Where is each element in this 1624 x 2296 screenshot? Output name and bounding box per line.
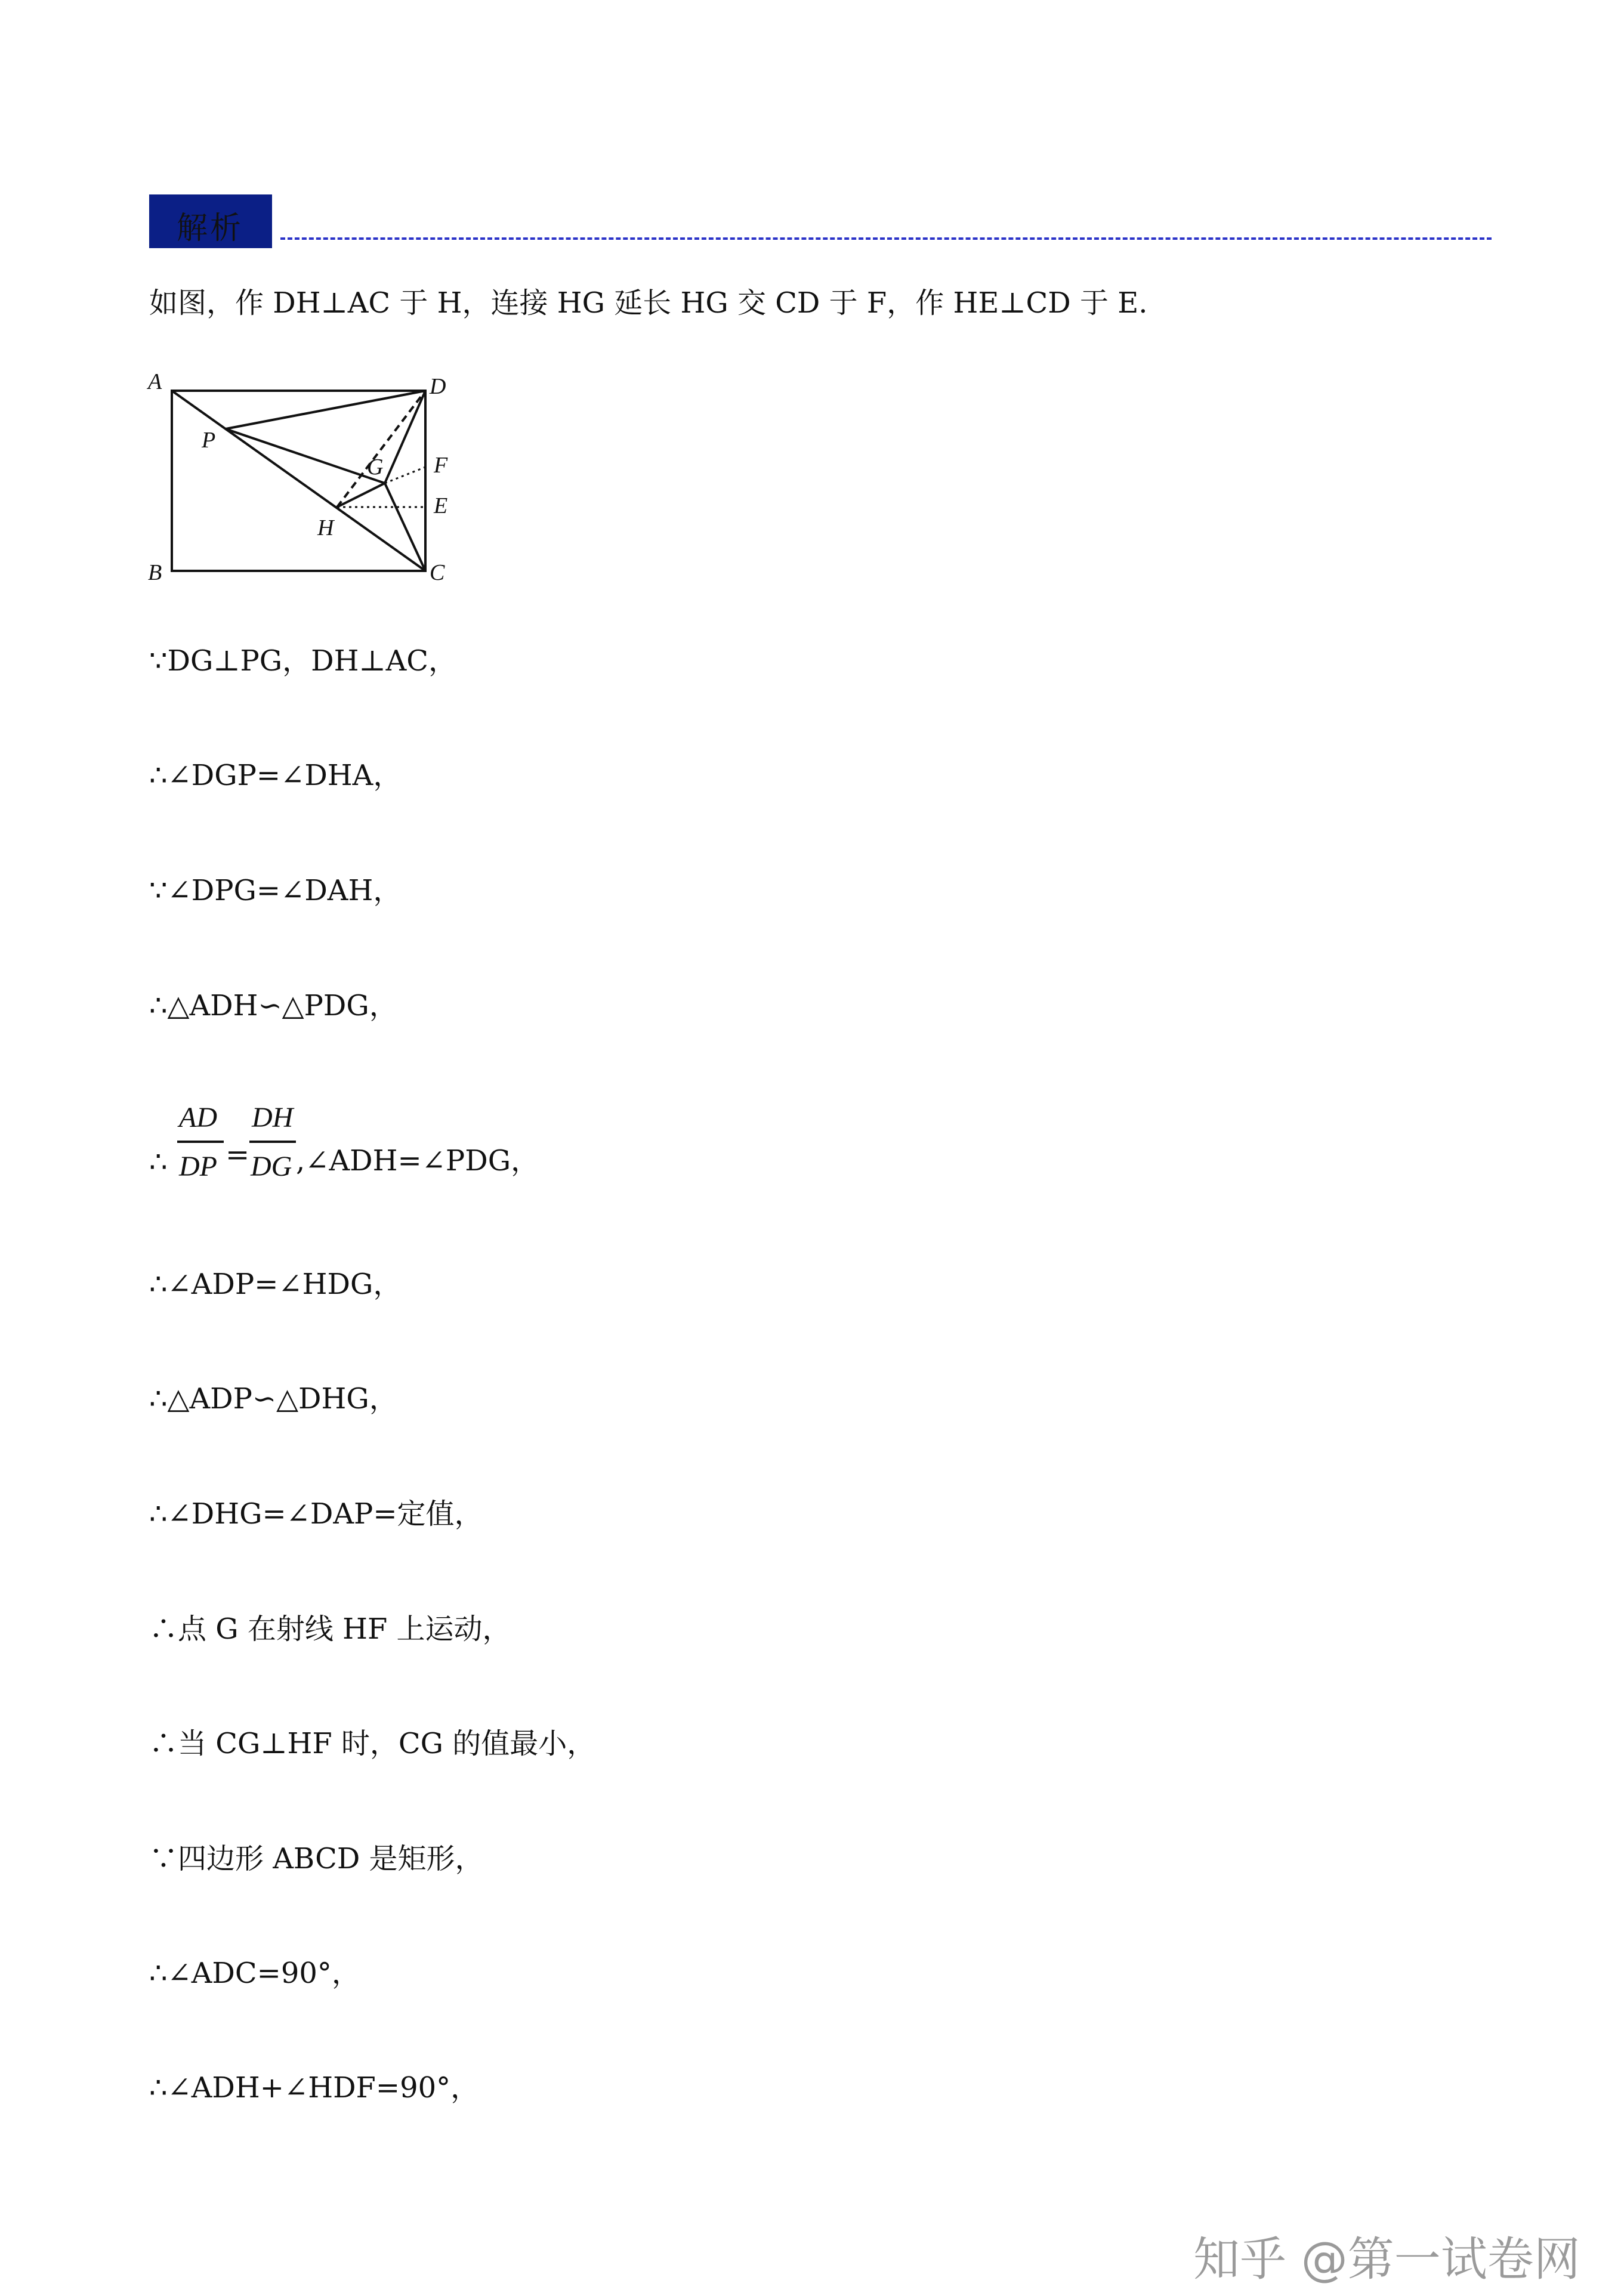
step-7: ∴△ADP∽△DHG， [149, 1382, 398, 1416]
label-e: E [434, 493, 448, 518]
frac2-denominator: DG [251, 1151, 292, 1182]
section-header-label: 解析 [177, 211, 244, 246]
watermark: 知乎 @第一试卷网 [1193, 2233, 1580, 2286]
label-f: F [434, 453, 448, 478]
step-2: ∴∠DGP=∠DHA， [149, 759, 402, 792]
frac-equals: = [226, 1138, 250, 1172]
geometry-figure [143, 370, 477, 591]
segment-pd [226, 391, 425, 429]
step-6: ∴∠ADP=∠HDG， [149, 1268, 402, 1301]
label-g: G [367, 455, 384, 480]
step-12: ∴∠ADC=90°， [149, 1957, 360, 1990]
step-5-prefix: ∴ [149, 1145, 168, 1179]
segment-hd [337, 391, 425, 507]
frac1-denominator: DP [179, 1151, 217, 1182]
step-11: ∵四边形 ABCD 是矩形， [149, 1842, 484, 1875]
header-divider [280, 237, 1492, 240]
step-13: ∴∠ADH+∠HDF=90°， [149, 2071, 480, 2105]
step-3: ∵∠DPG=∠DAH， [149, 874, 402, 907]
step-9: ∴点 G 在射线 HF 上运动， [149, 1612, 511, 1646]
step-1: ∵DG⊥PG，DH⊥AC， [149, 644, 458, 678]
frac1-bar [177, 1141, 224, 1143]
frac1-numerator: AD [179, 1102, 217, 1133]
diagonal-ac [172, 391, 425, 571]
step-8: ∴∠DHG=∠DAP=定值， [149, 1497, 483, 1531]
frac2-bar [249, 1141, 296, 1143]
label-d: D [430, 374, 446, 399]
step-10: ∴当 CG⊥HF 时，CG 的值最小， [149, 1727, 596, 1760]
label-c: C [430, 560, 445, 585]
label-p: P [202, 428, 216, 453]
segment-hg [337, 483, 385, 507]
label-a: A [148, 370, 162, 394]
step-5-tail: ,∠ADH=∠PDG， [296, 1144, 540, 1178]
frac2-numerator: DH [252, 1102, 294, 1133]
label-h: H [317, 515, 334, 540]
step-4: ∴△ADH∽△PDG， [149, 989, 398, 1022]
intro-text: 如图，作 DH⊥AC 于 H，连接 HG 延长 HG 交 CD 于 F，作 HE⊥CD 于 E. [149, 286, 1148, 320]
label-b: B [148, 560, 162, 585]
